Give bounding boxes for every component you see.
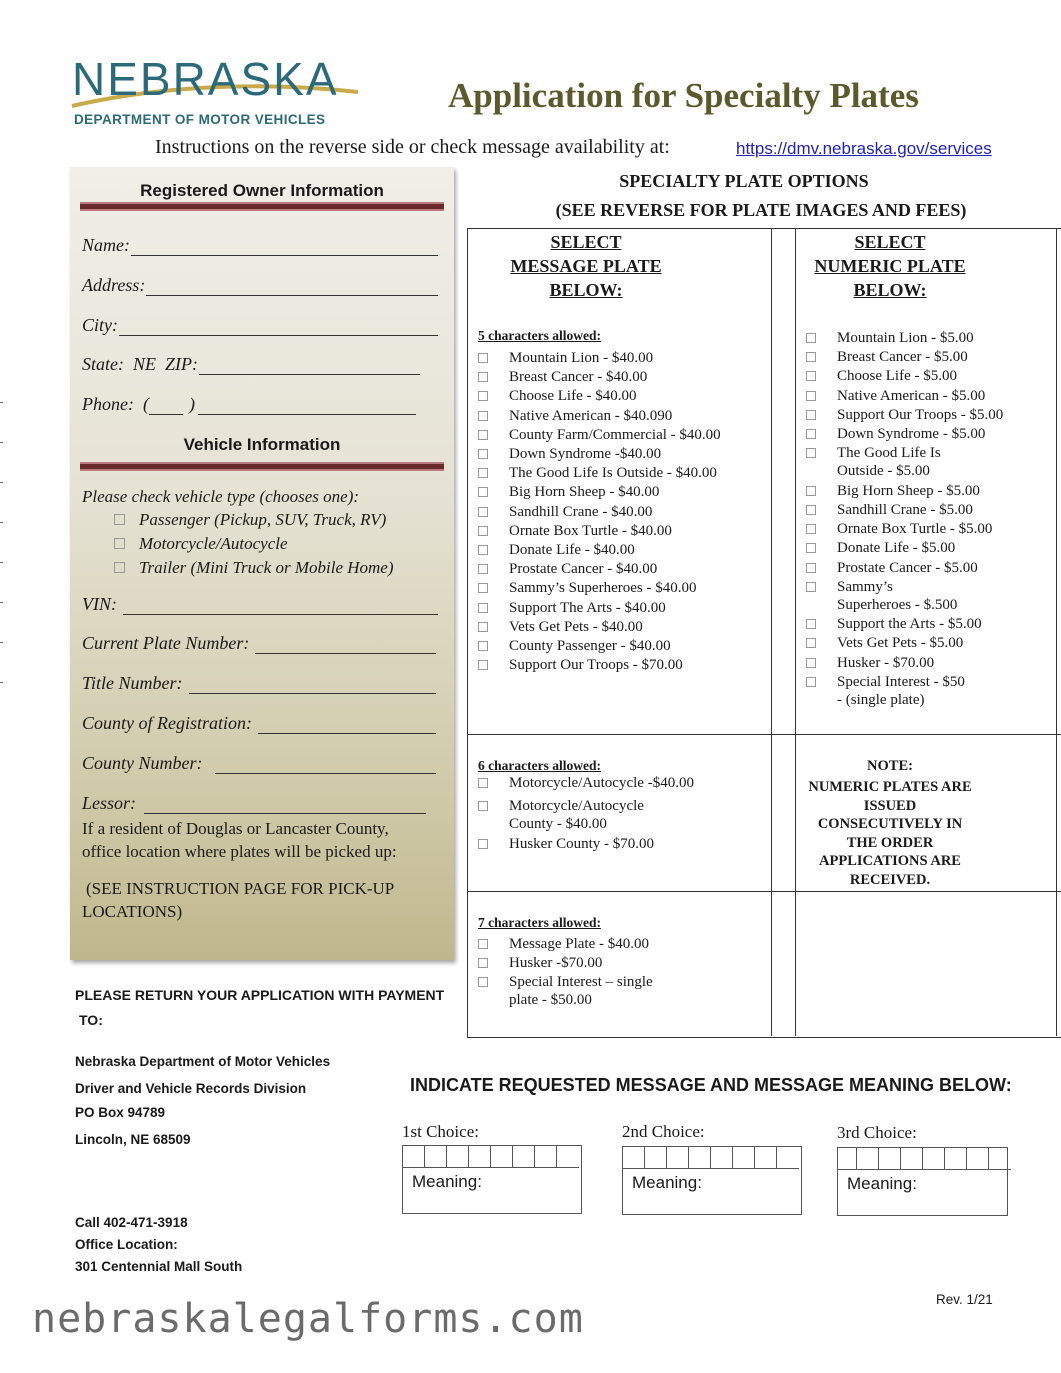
vin-field[interactable] xyxy=(82,594,438,615)
checkbox[interactable] xyxy=(478,430,488,440)
checkbox[interactable] xyxy=(806,619,816,629)
current-plate-label: Current Plate Number: xyxy=(82,633,250,653)
county-number-label: County Number: xyxy=(82,753,203,773)
owner-vehicle-panel xyxy=(70,167,454,960)
request-message-title: INDICATE REQUESTED MESSAGE AND MESSAGE MEANING BELOW: xyxy=(410,1075,1012,1095)
current-plate-field[interactable] xyxy=(82,633,436,654)
option-label-cont: - (single plate) xyxy=(837,691,925,708)
services-link[interactable]: https://dmv.nebraska.gov/services xyxy=(736,139,992,158)
choice-3-label: 3rd Choice: xyxy=(837,1123,917,1142)
option-label: Ornate Box Turtle - $5.00 xyxy=(837,521,993,538)
note-line: ISSUED xyxy=(863,797,917,814)
checkbox[interactable] xyxy=(806,677,816,687)
city-field[interactable] xyxy=(82,315,438,336)
checkbox[interactable] xyxy=(478,660,488,670)
name-label: Name: xyxy=(82,235,130,255)
option-label: Special Interest - $50 xyxy=(837,673,965,690)
state-zip-label: State: NE ZIP: xyxy=(82,354,198,374)
checkbox[interactable] xyxy=(478,583,488,593)
checkbox[interactable] xyxy=(478,487,488,497)
address-label: Address: xyxy=(82,275,146,295)
return-address-line: Nebraska Department of Motor Vehicles xyxy=(75,1054,331,1069)
choice-1-box[interactable] xyxy=(402,1145,582,1214)
heading-rule xyxy=(80,202,444,211)
name-field[interactable] xyxy=(82,235,438,256)
six-char-group-title: 6 characters allowed: xyxy=(478,758,601,773)
checkbox[interactable] xyxy=(478,353,488,363)
checkbox[interactable] xyxy=(806,371,816,381)
checkbox[interactable] xyxy=(806,563,816,573)
logo-subtitle: DEPARTMENT OF MOTOR VEHICLES xyxy=(74,112,326,127)
seven-char-group-title: 7 characters allowed: xyxy=(478,915,601,930)
note-line: APPLICATIONS ARE xyxy=(819,853,961,869)
county-number-field[interactable] xyxy=(82,753,436,774)
checkbox[interactable] xyxy=(806,333,816,343)
option-label: Breast Cancer - $40.00 xyxy=(509,369,648,386)
margin-mark xyxy=(0,522,3,523)
option-label: Prostate Cancer - $5.00 xyxy=(837,559,978,576)
watermark: nebraskalegalforms.com xyxy=(32,1296,584,1342)
return-address-line: Driver and Vehicle Records Division xyxy=(75,1081,307,1096)
vehicle-type-prompt: Please check vehicle type (chooses one): xyxy=(82,487,360,506)
note-line: THE ORDER xyxy=(846,834,934,851)
option-label: Mountain Lion - $5.00 xyxy=(837,330,974,346)
county-registration-field[interactable] xyxy=(82,713,436,734)
vehicle-type-motorcycle[interactable] xyxy=(114,534,288,554)
phone-paren: ) xyxy=(188,394,195,414)
option-label: Sandhill Crane - $40.00 xyxy=(509,503,653,520)
option-label: Message Plate - $40.00 xyxy=(509,936,649,952)
checkbox[interactable] xyxy=(478,622,488,632)
checkbox[interactable] xyxy=(478,839,488,849)
office-street: 301 Centennial Mall South xyxy=(75,1259,243,1274)
vehicle-type-label: Passenger (Pickup, SUV, Truck, RV) xyxy=(139,510,387,529)
option-label: Vets Get Pets - $40.00 xyxy=(509,618,643,635)
option-label: Prostate Cancer - $40.00 xyxy=(509,561,658,578)
vehicle-heading: Vehicle Information xyxy=(183,435,341,454)
checkbox[interactable] xyxy=(478,778,488,788)
choice-2-box[interactable] xyxy=(622,1146,802,1215)
option-label: Motorcycle/Autocycle -$40.00 xyxy=(509,775,694,791)
vehicle-type-label: Motorcycle/Autocycle xyxy=(139,534,288,553)
message-cells[interactable] xyxy=(838,1148,1011,1170)
checkbox[interactable] xyxy=(806,352,816,362)
note-line: RECEIVED. xyxy=(849,871,931,888)
county-registration-label: County of Registration: xyxy=(82,713,252,733)
choice-1-label: 1st Choice: xyxy=(402,1122,479,1141)
checkbox[interactable] xyxy=(478,958,488,968)
option-label: Donate Life - $40.00 xyxy=(509,542,635,558)
checkbox[interactable] xyxy=(478,507,488,517)
option-label: Ornate Box Turtle - $40.00 xyxy=(509,522,672,539)
margin-mark xyxy=(0,682,3,683)
checkbox[interactable] xyxy=(478,449,488,459)
table-divider xyxy=(467,891,1061,892)
option-label: Big Horn Sheep - $5.00 xyxy=(837,482,980,499)
option-label: Choose Life - $5.00 xyxy=(837,368,957,385)
option-label: Native American - $40.090 xyxy=(509,407,673,424)
message-cells[interactable] xyxy=(403,1146,579,1168)
phone-label: Phone: ( xyxy=(82,394,149,414)
five-char-group-title: 5 characters allowed: xyxy=(478,328,601,343)
message-plate-heading: SELECT MESSAGE PLATE BELOW: xyxy=(510,232,662,300)
option-label: Support Our Troops - $70.00 xyxy=(509,657,683,674)
numeric-plate-heading: SELECT NUMERIC PLATE BELOW: xyxy=(814,232,966,300)
checkbox[interactable] xyxy=(478,545,488,555)
checkbox[interactable] xyxy=(114,538,125,549)
state-zip-field[interactable] xyxy=(82,354,420,375)
option-label: Husker -$70.00 xyxy=(509,955,603,972)
option-label: Support The Arts - $40.00 xyxy=(509,599,666,616)
return-instruction-to: TO: xyxy=(79,1012,103,1028)
phone-contact: Call 402-471-3918 xyxy=(75,1215,188,1230)
option-label: Special Interest – single xyxy=(509,974,653,991)
choice-3-box[interactable] xyxy=(837,1147,1008,1216)
checkbox[interactable] xyxy=(806,524,816,534)
checkbox[interactable] xyxy=(806,638,816,648)
checkbox[interactable] xyxy=(478,526,488,536)
checkbox[interactable] xyxy=(478,641,488,651)
option-label: Down Syndrome - $5.00 xyxy=(837,426,986,442)
option-label: Support the Arts - $5.00 xyxy=(837,616,982,633)
margin-mark xyxy=(0,402,3,403)
resident-note: If a resident of Douglas or Lancaster County, office location where plates will be picked up: xyxy=(82,819,397,861)
meaning-label: Meaning: xyxy=(847,1174,917,1193)
table-divider xyxy=(467,734,1061,735)
option-label: Sandhill Crane - $5.00 xyxy=(837,501,973,518)
option-label: Breast Cancer - $5.00 xyxy=(837,349,968,366)
checkbox[interactable] xyxy=(114,514,125,525)
owner-heading: Registered Owner Information xyxy=(140,181,384,200)
lessor-label: Lessor: xyxy=(82,793,137,813)
numeric-note-title: NOTE: xyxy=(867,758,913,774)
return-instruction: PLEASE RETURN YOUR APPLICATION WITH PAYMENT xyxy=(75,987,445,1003)
option-label-cont: plate - $50.00 xyxy=(509,992,592,1009)
option-label: County Passenger - $40.00 xyxy=(509,638,671,654)
checkbox[interactable] xyxy=(478,391,488,401)
choice-2-label: 2nd Choice: xyxy=(622,1122,705,1141)
option-label-cont: County - $40.00 xyxy=(509,816,607,832)
option-label: Motorcycle/Autocycle xyxy=(509,798,644,814)
option-label: Support Our Troops - $5.00 xyxy=(837,406,1004,423)
checkbox[interactable] xyxy=(806,429,816,439)
margin-mark xyxy=(0,482,3,483)
checkbox[interactable] xyxy=(478,977,488,987)
vehicle-type-label: Trailer (Mini Truck or Mobile Home) xyxy=(139,558,394,577)
meaning-label: Meaning: xyxy=(412,1172,482,1191)
note-line: NUMERIC PLATES ARE xyxy=(808,779,972,795)
margin-mark xyxy=(0,642,3,643)
checkbox[interactable] xyxy=(806,486,816,496)
checkbox[interactable] xyxy=(806,448,816,458)
checkbox[interactable] xyxy=(806,410,816,420)
options-heading: SPECIALTY PLATE OPTIONS xyxy=(619,171,869,191)
option-label: Husker - $70.00 xyxy=(837,654,935,671)
title-number-field[interactable] xyxy=(82,673,436,694)
checkbox[interactable] xyxy=(478,468,488,478)
lessor-field[interactable] xyxy=(82,793,426,814)
checkbox[interactable] xyxy=(806,658,816,668)
heading-rule xyxy=(80,462,444,471)
return-address-line: PO Box 94789 xyxy=(75,1105,166,1120)
instructions-text: Instructions on the reverse side or check message availability at: xyxy=(155,136,670,158)
checkbox[interactable] xyxy=(478,411,488,421)
message-cells[interactable] xyxy=(623,1147,799,1169)
margin-mark xyxy=(0,442,3,443)
table-divider xyxy=(1056,228,1057,1036)
margin-mark xyxy=(0,602,3,603)
page-title: Application for Specialty Plates xyxy=(448,76,919,115)
vehicle-type-passenger[interactable] xyxy=(114,510,386,530)
option-label: Donate Life - $5.00 xyxy=(837,540,956,557)
option-label: Choose Life - $40.00 xyxy=(509,388,637,405)
margin-mark xyxy=(0,562,3,563)
checkbox[interactable] xyxy=(478,801,488,811)
title-number-label: Title Number: xyxy=(82,673,183,693)
option-label-cont: Superheroes - $.500 xyxy=(837,596,958,613)
logo-wordmark: NEBRASKA xyxy=(72,53,339,105)
options-subheading: (SEE REVERSE FOR PLATE IMAGES AND FEES) xyxy=(555,200,967,220)
checkbox[interactable] xyxy=(478,939,488,949)
note-line: CONSECUTIVELY IN xyxy=(817,816,963,832)
pickup-instruction-note: (SEE INSTRUCTION PAGE FOR PICK-UP LOCATIONS) xyxy=(82,879,394,921)
vin-label: VIN: xyxy=(82,594,117,614)
checkbox[interactable] xyxy=(806,391,816,401)
table-divider xyxy=(771,228,772,1036)
option-label: Down Syndrome -$40.00 xyxy=(509,446,662,462)
checkbox[interactable] xyxy=(806,505,816,515)
option-label: Big Horn Sheep - $40.00 xyxy=(509,484,660,501)
option-label: Mountain Lion - $40.00 xyxy=(509,350,654,366)
checkbox[interactable] xyxy=(478,564,488,574)
vehicle-type-trailer[interactable] xyxy=(114,558,394,578)
checkbox[interactable] xyxy=(114,562,125,573)
checkbox[interactable] xyxy=(478,603,488,613)
checkbox[interactable] xyxy=(806,582,816,592)
revision-date: Rev. 1/21 xyxy=(936,1292,993,1307)
option-label: Native American - $5.00 xyxy=(837,387,986,404)
office-location-label: Office Location: xyxy=(75,1237,178,1252)
meaning-label: Meaning: xyxy=(632,1173,702,1192)
return-address-line: Lincoln, NE 68509 xyxy=(75,1132,191,1147)
checkbox[interactable] xyxy=(478,372,488,382)
phone-field[interactable] xyxy=(82,394,416,415)
option-label: The Good Life Is Outside - $40.00 xyxy=(509,465,717,482)
city-label: City: xyxy=(82,315,118,335)
option-label-cont: Outside - $5.00 xyxy=(837,463,930,480)
option-label: Sammy’s xyxy=(837,578,893,595)
checkbox[interactable] xyxy=(806,543,816,553)
option-label: The Good Life Is xyxy=(837,445,941,462)
address-field[interactable] xyxy=(82,275,438,296)
option-label: Vets Get Pets - $5.00 xyxy=(837,635,964,652)
table-divider xyxy=(795,228,796,1036)
option-label: Husker County - $70.00 xyxy=(509,836,654,852)
option-label: Sammy’s Superheroes - $40.00 xyxy=(509,580,697,597)
option-label: County Farm/Commercial - $40.00 xyxy=(509,426,721,443)
